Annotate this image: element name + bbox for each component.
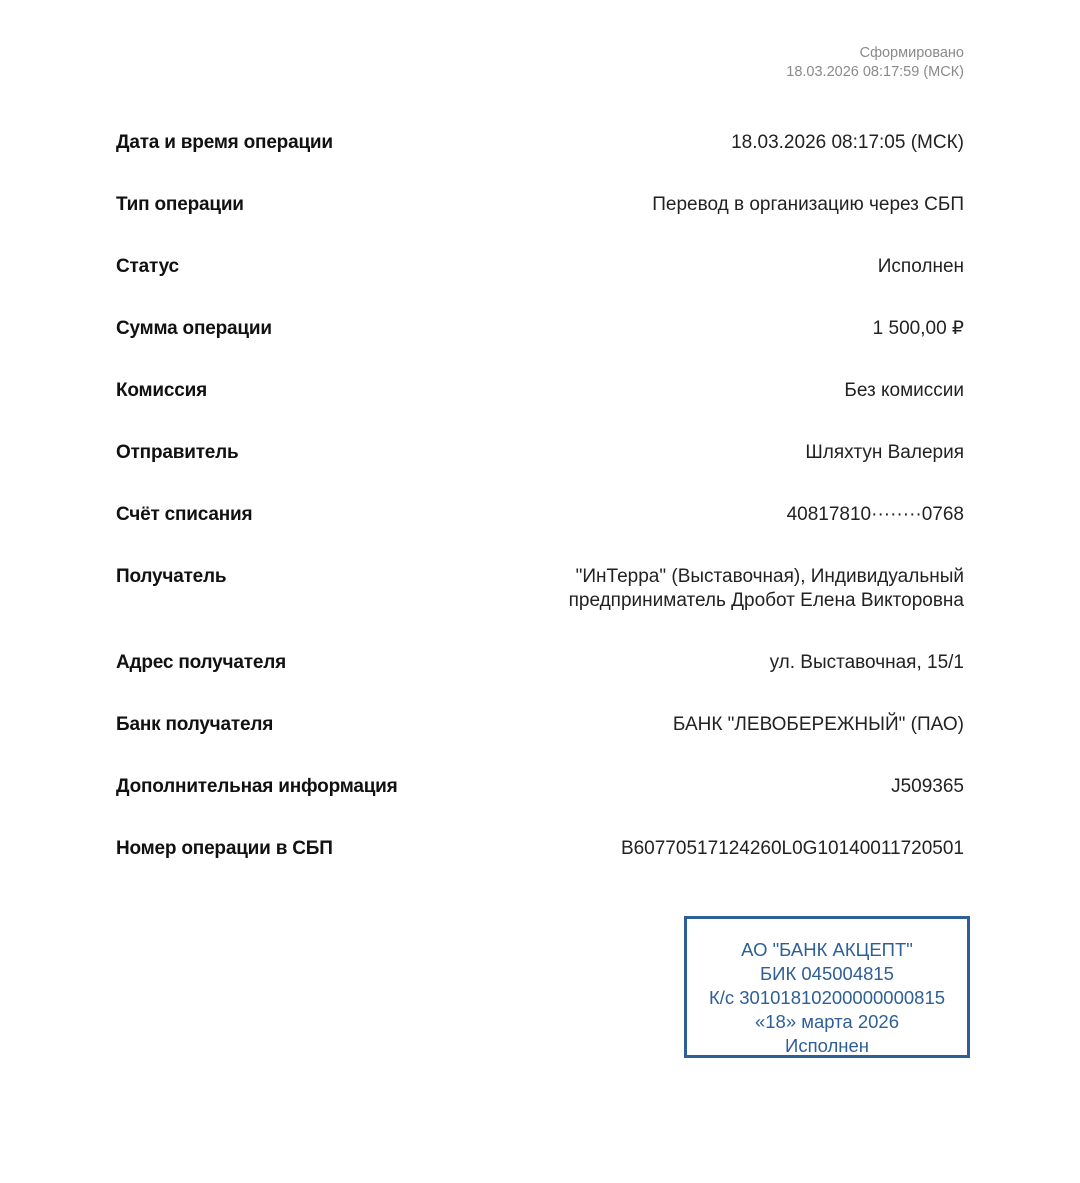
detail-value: Без комиссии	[844, 380, 964, 401]
detail-label: Статус	[116, 256, 179, 277]
detail-label: Получатель	[116, 566, 227, 587]
stamp-corr-account: К/с 30101810200000000815	[708, 987, 946, 1008]
detail-value: Перевод в организацию через СБП	[652, 194, 964, 215]
detail-value: 1 500,00 ₽	[872, 318, 964, 339]
detail-row-commission	[116, 379, 964, 403]
detail-label: Дополнительная информация	[116, 776, 398, 797]
operation-details	[116, 131, 964, 899]
detail-row-additional-info	[116, 775, 964, 799]
detail-label: Отправитель	[116, 442, 239, 463]
detail-value: Шляхтун Валерия	[805, 442, 964, 463]
detail-row-amount	[116, 317, 964, 341]
detail-label: Сумма операции	[116, 318, 272, 339]
detail-label: Дата и время операции	[116, 132, 333, 153]
generated-label: Сформировано	[859, 45, 964, 61]
detail-value: 18.03.2026 08:17:05 (МСК)	[731, 132, 964, 153]
generated-datetime: 18.03.2026 08:17:59 (МСК)	[786, 64, 964, 80]
detail-row-sbp-number	[116, 837, 964, 861]
stamp-date: «18» марта 2026	[754, 1011, 900, 1032]
detail-label: Счёт списания	[116, 504, 253, 525]
detail-value: 40817810········0768	[786, 504, 964, 525]
detail-value: "ИнТерра" (Выставочная), Индивидуальный предприниматель Дробот Елена Викторовна	[568, 566, 964, 611]
detail-row-recipient-address	[116, 651, 964, 675]
detail-row-type	[116, 193, 964, 217]
detail-value: БАНК "ЛЕВОБЕРЕЖНЫЙ" (ПАО)	[672, 714, 964, 735]
detail-row-status	[116, 255, 964, 279]
generated-info	[786, 44, 964, 82]
detail-value: Исполнен	[877, 256, 964, 277]
detail-row-sender	[116, 441, 964, 465]
detail-value: J509365	[891, 776, 964, 797]
detail-label: Номер операции в СБП	[116, 838, 333, 859]
detail-label: Банк получателя	[116, 714, 274, 735]
detail-row-recipient	[116, 565, 964, 613]
bank-stamp	[684, 916, 970, 1058]
detail-row-account	[116, 503, 964, 527]
detail-row-recipient-bank	[116, 713, 964, 737]
stamp-bank-name: АО "БАНК АКЦЕПТ"	[741, 939, 913, 960]
stamp-status: Исполнен	[785, 1035, 869, 1056]
stamp-bik: БИК 045004815	[760, 963, 894, 984]
detail-row-datetime	[116, 131, 964, 155]
detail-label: Комиссия	[116, 380, 207, 401]
detail-label: Тип операции	[116, 194, 244, 215]
detail-value: B60770517124260L0G10140011720501	[620, 838, 964, 859]
detail-value: ул. Выставочная, 15/1	[769, 652, 964, 673]
detail-label: Адрес получателя	[116, 652, 286, 673]
